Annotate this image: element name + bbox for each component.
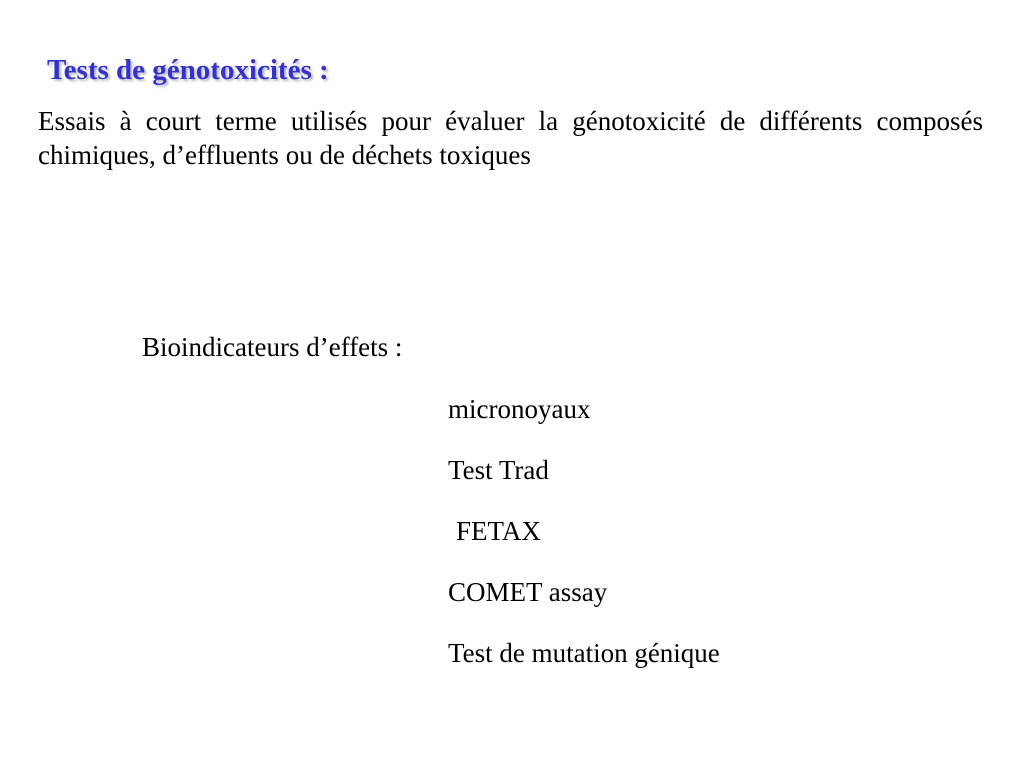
bioindicator-item-mutation-genique: Test de mutation génique xyxy=(448,638,720,668)
bioindicator-item-test-trad: Test Trad xyxy=(448,455,549,485)
slide-title: Tests de génotoxicités : xyxy=(47,54,329,86)
bioindicators-heading: Bioindicateurs d’effets : xyxy=(142,332,403,362)
bioindicator-item-comet-assay: COMET assay xyxy=(448,577,608,607)
intro-paragraph: Essais à court terme utilisés pour évaluer la génotoxicité de différents composés chimiques, d’effluents ou de déchets toxiques xyxy=(38,106,983,170)
bioindicator-item-micronoyaux: micronoyaux xyxy=(448,394,591,424)
bioindicator-item-fetax: FETAX xyxy=(456,516,541,546)
